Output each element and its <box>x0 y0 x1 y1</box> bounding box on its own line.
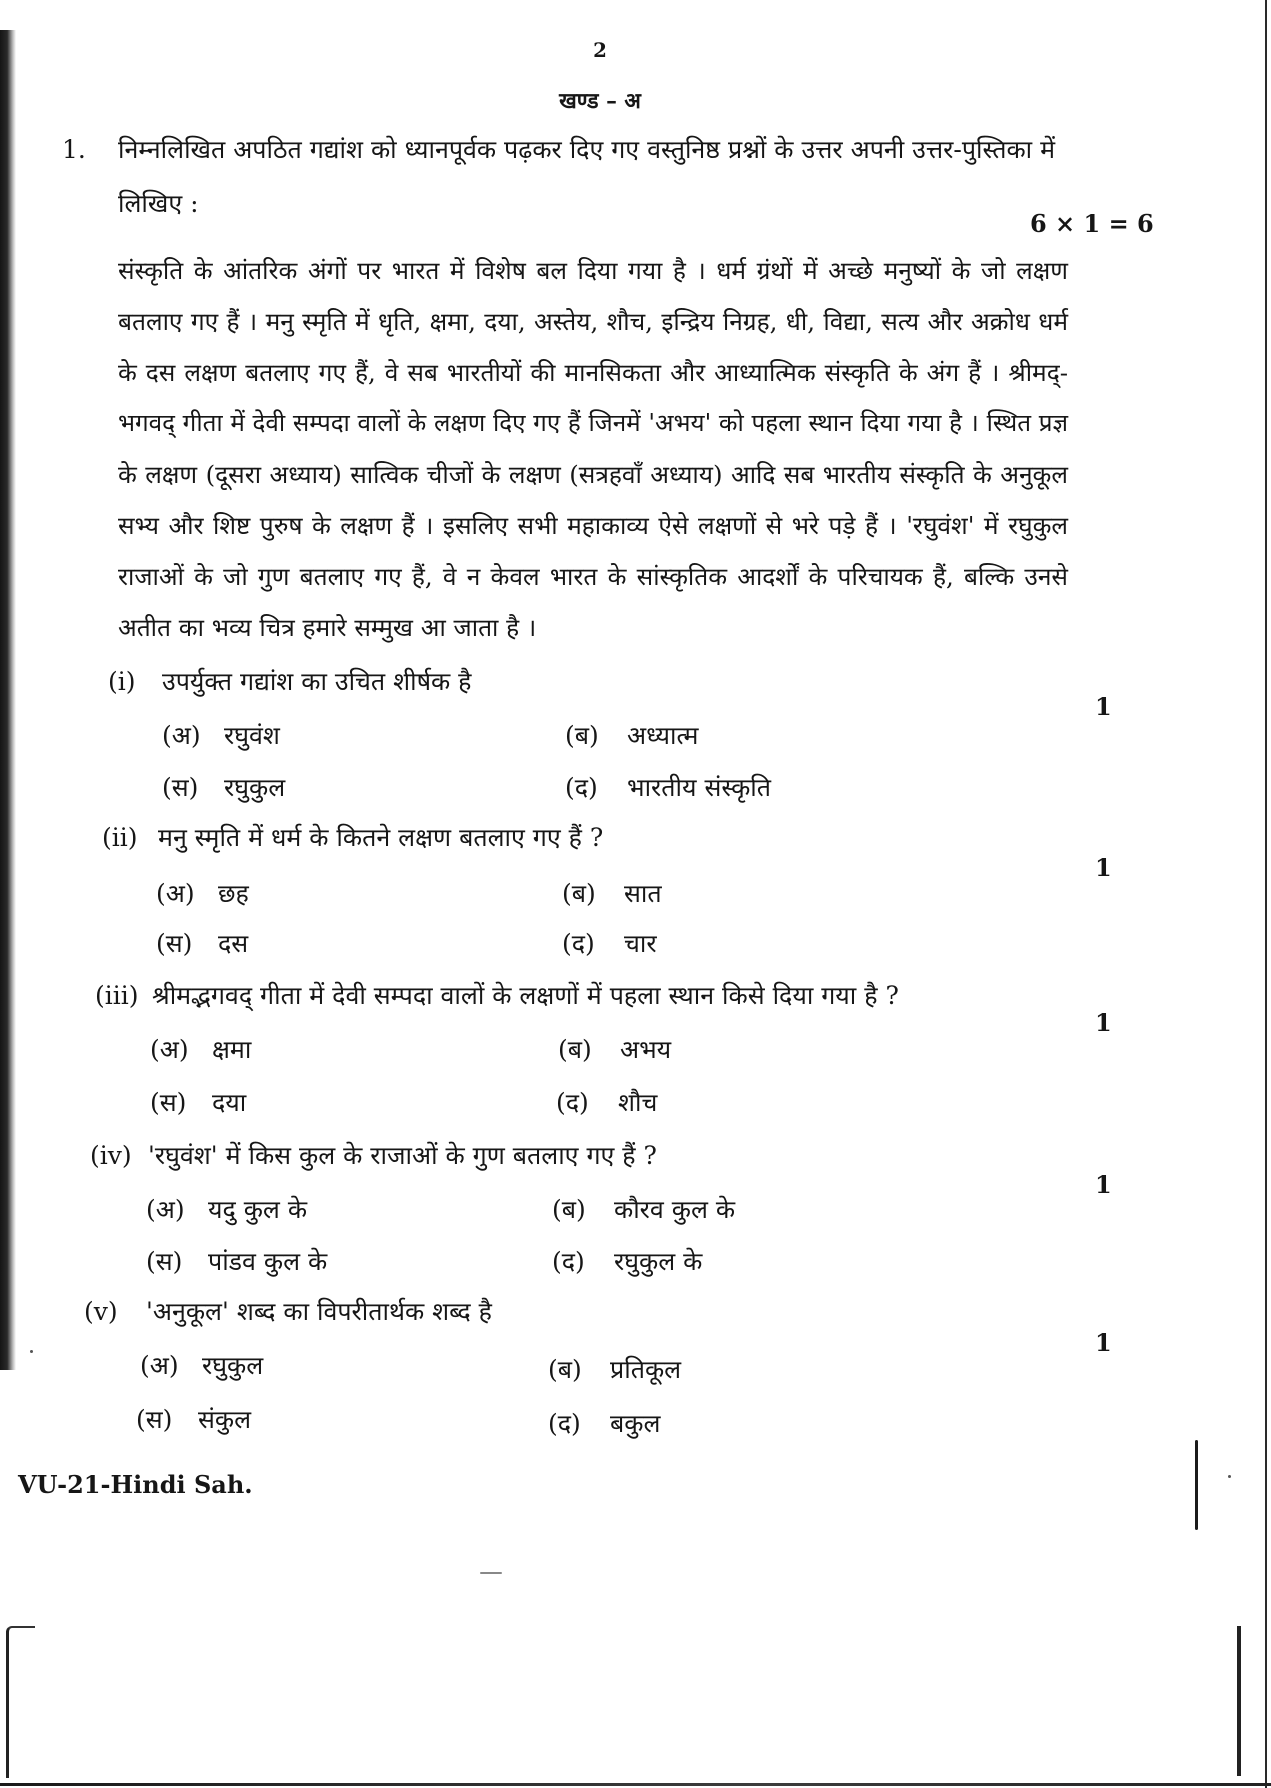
option-label: (अ) <box>146 1195 185 1224</box>
scan-left-edge <box>0 30 16 1370</box>
question-number: 1. <box>62 135 86 164</box>
passage-line: के दस लक्षण बतलाए गए हैं, वे सब भारतीयों की मानसिकता और आध्यात्मिक संस्कृति के अंग हैं । श्रीमद्- <box>118 358 1068 387</box>
option-label: (स) <box>136 1405 173 1434</box>
scan-stroke-mark <box>1195 1440 1198 1530</box>
option-text: छह <box>218 879 249 908</box>
passage-line: भगवद् गीता में देवी सम्पदा वालों के लक्षण दिए गए हैं जिनमें 'अभय' को पहला स्थान दिया गया है । स्थित प्रज्ञ <box>118 409 1069 437</box>
option-label: (ब) <box>552 1195 586 1224</box>
option-text: यदु कुल के <box>208 1195 308 1224</box>
option-label: (ब) <box>558 1035 592 1064</box>
subquestion-mark: 1 <box>1095 1170 1112 1199</box>
option-d <box>562 926 657 960</box>
option-label: (द) <box>556 1088 589 1117</box>
subquestion-text: श्रीमद्भगवद् गीता में देवी सम्पदा वालों के लक्षणों में पहला स्थान किसे दिया गया है ? <box>152 981 899 1010</box>
option-text: शौच <box>618 1088 658 1117</box>
question-instruction-line1: निम्नलिखित अपठित गद्यांश को ध्यानपूर्वक पढ़कर दिए गए वस्तुनिष्ठ प्रश्नों के उत्तर अपनी उत्तर-पुस्तिका में <box>118 135 1056 164</box>
passage-line: संस्कृति के आंतरिक अंगों पर भारत में विशेष बल दिया गया है । धर्म ग्रंथों में अच्छे मनुष्यों के जो लक्षण <box>118 256 1068 285</box>
option-d <box>552 1244 702 1278</box>
subquestion-text: मनु स्मृति में धर्म के कितने लक्षण बतलाए गए हैं ? <box>158 823 604 852</box>
option-text: अभय <box>620 1035 672 1064</box>
option-text: रघुकुल के <box>614 1247 703 1276</box>
passage-line: के लक्षण (दूसरा अध्याय) सात्विक चीजों के लक्षण (सत्रहवाँ अध्याय) आदि सब भारतीय संस्कृति के अनुकूल <box>118 460 1068 489</box>
passage-line: सभ्य और शिष्ट पुरुष के लक्षण हैं । इसलिए सभी महाकाव्य ऐसे लक्षणों से भरे पड़े हैं । 'रघुवंश' में रघुकुल <box>118 511 1068 540</box>
subquestion-mark: 1 <box>1095 1008 1112 1037</box>
subquestion-text: उपर्युक्त गद्यांश का उचित शीर्षक है <box>162 667 472 696</box>
option-text: चार <box>624 929 657 958</box>
option-text: कौरव कुल के <box>614 1195 736 1224</box>
subquestion-number: (iii) <box>95 981 139 1010</box>
question-instruction-line2: लिखिए : <box>118 189 199 218</box>
option-d <box>565 770 771 804</box>
option-a <box>146 1192 307 1226</box>
subquestion-number: (ii) <box>102 823 138 852</box>
option-c <box>150 1085 246 1119</box>
option-c <box>146 1244 327 1278</box>
scan-corner-mark-right <box>1237 1626 1241 1776</box>
option-c <box>156 926 248 960</box>
option-b <box>558 1032 671 1066</box>
option-text: पांडव कुल के <box>208 1247 328 1276</box>
option-text: दस <box>218 929 249 958</box>
option-text: संकुल <box>198 1405 252 1434</box>
option-c <box>136 1402 251 1436</box>
option-label: (अ) <box>140 1351 179 1380</box>
option-label: (ब) <box>548 1355 582 1384</box>
option-label: (द) <box>548 1409 581 1438</box>
option-label: (स) <box>150 1088 187 1117</box>
option-label: (द) <box>562 929 595 958</box>
option-label: (ब) <box>562 879 596 908</box>
option-a <box>162 718 280 752</box>
scan-corner-mark-left <box>6 1626 35 1778</box>
option-text: बकुल <box>610 1409 661 1438</box>
subquestion-mark: 1 <box>1095 853 1112 882</box>
option-a <box>156 876 249 910</box>
scan-speck <box>1228 1475 1231 1478</box>
paper-code: VU-21-Hindi Sah. <box>18 1470 253 1499</box>
passage-line: बतलाए गए हैं । मनु स्मृति में धृति, क्षमा, दया, अस्तेय, शौच, इन्द्रिय निग्रह, धी, विद्या, सत्य और अक्रोध धर्म <box>118 307 1068 336</box>
option-label: (अ) <box>150 1035 189 1064</box>
scan-speck <box>30 1350 33 1353</box>
subquestion-number: (v) <box>84 1297 118 1326</box>
option-label: (द) <box>552 1247 585 1276</box>
scan-bottom-edge <box>0 1783 1271 1786</box>
scan-speck <box>480 1572 502 1574</box>
option-text: दया <box>212 1088 247 1117</box>
option-c <box>162 770 285 804</box>
option-a <box>140 1348 263 1382</box>
option-b <box>565 718 698 752</box>
option-text: क्षमा <box>212 1035 252 1064</box>
question-marks: 6 × 1 = 6 <box>1030 209 1154 238</box>
subquestion-number: (iv) <box>90 1141 132 1170</box>
option-b <box>562 876 662 910</box>
passage-line: अतीत का भव्य चित्र हमारे सम्मुख आ जाता है । <box>118 613 537 642</box>
option-a <box>150 1032 251 1066</box>
option-label: (स) <box>162 773 199 802</box>
option-text: रघुवंश <box>224 721 280 750</box>
option-b <box>552 1192 735 1226</box>
section-title: खण्ड – अ <box>559 89 641 114</box>
option-d <box>556 1085 657 1119</box>
option-text: सात <box>624 879 662 908</box>
option-text: रघुकुल <box>202 1351 264 1380</box>
option-text: भारतीय संस्कृति <box>627 773 771 802</box>
passage <box>118 245 1068 653</box>
passage-line: राजाओं के जो गुण बतलाए गए हैं, वे न केवल भारत के सांस्कृतिक आदर्शों के परिचायक हैं, बल्कि उनसे <box>118 562 1068 591</box>
option-label: (द) <box>565 773 598 802</box>
subquestion-number: (i) <box>108 667 136 696</box>
subquestion-mark: 1 <box>1095 692 1112 721</box>
option-label: (स) <box>146 1247 183 1276</box>
option-label: (अ) <box>156 879 195 908</box>
option-label: (स) <box>156 929 193 958</box>
subquestion-mark: 1 <box>1095 1328 1112 1357</box>
subquestion-text: 'रघुवंश' में किस कुल के राजाओं के गुण बतलाए गए हैं ? <box>148 1141 657 1170</box>
option-label: (ब) <box>565 721 599 750</box>
page-number: 2 <box>593 38 607 62</box>
option-d <box>548 1406 660 1440</box>
subquestion-text: 'अनुकूल' शब्द का विपरीतार्थक शब्द है <box>146 1297 492 1326</box>
option-label: (अ) <box>162 721 201 750</box>
option-text: रघुकुल <box>224 773 286 802</box>
option-text: अध्यात्म <box>627 721 699 750</box>
scan-right-edge <box>1265 0 1267 1788</box>
option-b <box>548 1352 681 1386</box>
option-text: प्रतिकूल <box>610 1355 682 1384</box>
